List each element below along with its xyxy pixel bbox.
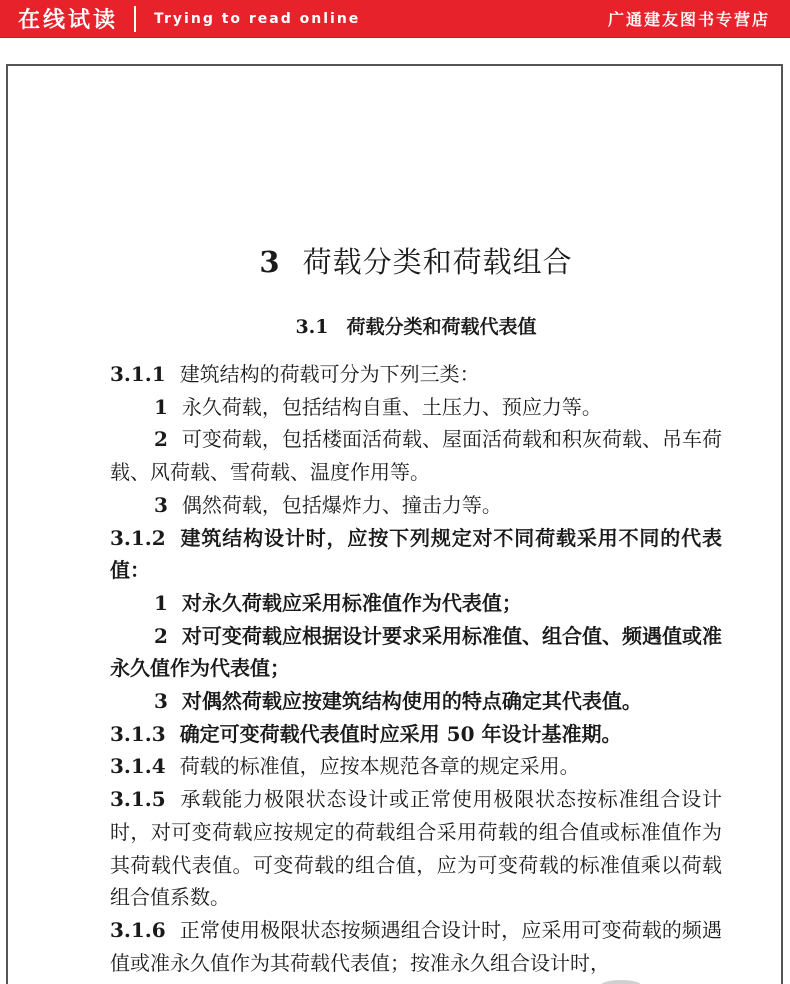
clause-3-1-1	[110, 358, 722, 391]
page-frame	[0, 38, 790, 975]
item-text: 偶然荷载，包括爆炸力、撞击力等。	[181, 492, 502, 517]
page-shadow	[601, 980, 641, 984]
chapter-number: 3	[259, 245, 281, 279]
item-text: 对永久荷载应采用标准值作为代表值；	[181, 590, 522, 615]
banner-divider	[134, 6, 136, 32]
clause-number: 3.1.1	[110, 362, 166, 386]
list-item	[110, 489, 722, 522]
banner-title: 在线试读	[18, 8, 119, 33]
item-number: 1	[154, 590, 168, 615]
list-item	[110, 587, 722, 620]
section-title: 荷载分类和荷载代表值	[346, 316, 537, 338]
clause-number: 3.1.4	[110, 754, 166, 779]
list-item	[110, 423, 722, 488]
chapter-title: 荷载分类和荷载组合	[302, 245, 573, 279]
clause-text: 正常使用极限状态按频遇组合设计时，应采用可变荷载的频遇值或准永久值作为其荷载代表值；按准永久组合设计时，	[110, 917, 722, 975]
chapter-heading	[110, 240, 722, 281]
clause-text: 荷载的标准值，应按本规范各章的规定采用。	[179, 754, 580, 779]
clause-text: 承载能力极限状态设计或正常使用极限状态按标准组合设计时，对可变荷载应按规定的荷载组合采用荷载的组合值或标准值作为其荷载代表值。可变荷载的组合值，应为可变荷载的标准值乘以荷载组合值系数。	[110, 787, 722, 910]
book-page	[6, 64, 783, 984]
item-text: 对可变荷载应根据设计要求采用标准值、组合值、频遇值或准永久值作为代表值；	[110, 623, 722, 681]
item-text: 可变荷载，包括楼面活荷载、屋面活荷载和积灰荷载、吊车荷载、风荷载、雪荷载、温度作用等。	[110, 427, 722, 485]
banner-subtitle: Trying to read online	[154, 10, 361, 27]
section-number: 3.1	[295, 316, 329, 338]
body-text	[110, 358, 722, 979]
clause-3-1-6	[110, 914, 722, 979]
clause-number: 3.1.3	[110, 721, 166, 746]
clause-3-1-4	[110, 750, 722, 783]
shop-name[interactable]: 广通建友图书专营店	[607, 10, 770, 29]
item-text: 对偶然荷载应按建筑结构使用的特点确定其代表值。	[181, 689, 642, 714]
list-item	[110, 685, 722, 718]
item-number: 2	[154, 427, 168, 452]
clause-number: 3.1.5	[110, 787, 166, 812]
list-item	[110, 391, 722, 424]
item-number: 2	[154, 623, 168, 648]
item-number: 3	[154, 689, 168, 714]
clause-number: 3.1.6	[110, 917, 166, 942]
item-number: 1	[154, 394, 168, 419]
clause-text: 建筑结构设计时，应按下列规定对不同荷载采用不同的代表值：	[110, 525, 722, 583]
section-heading	[110, 312, 722, 339]
clause-text: 确定可变荷载代表值时应采用 50 年设计基准期。	[179, 721, 622, 746]
list-item	[110, 620, 722, 685]
item-text: 永久荷载，包括结构自重、土压力、预应力等。	[181, 394, 602, 419]
clause-3-1-3	[110, 718, 722, 751]
clause-text: 建筑结构的荷载可分为下列三类：	[179, 362, 480, 386]
clause-number: 3.1.2	[110, 525, 166, 550]
top-banner	[0, 0, 790, 38]
clause-3-1-2	[110, 522, 722, 587]
clause-3-1-5	[110, 783, 722, 914]
item-number: 3	[154, 492, 168, 517]
